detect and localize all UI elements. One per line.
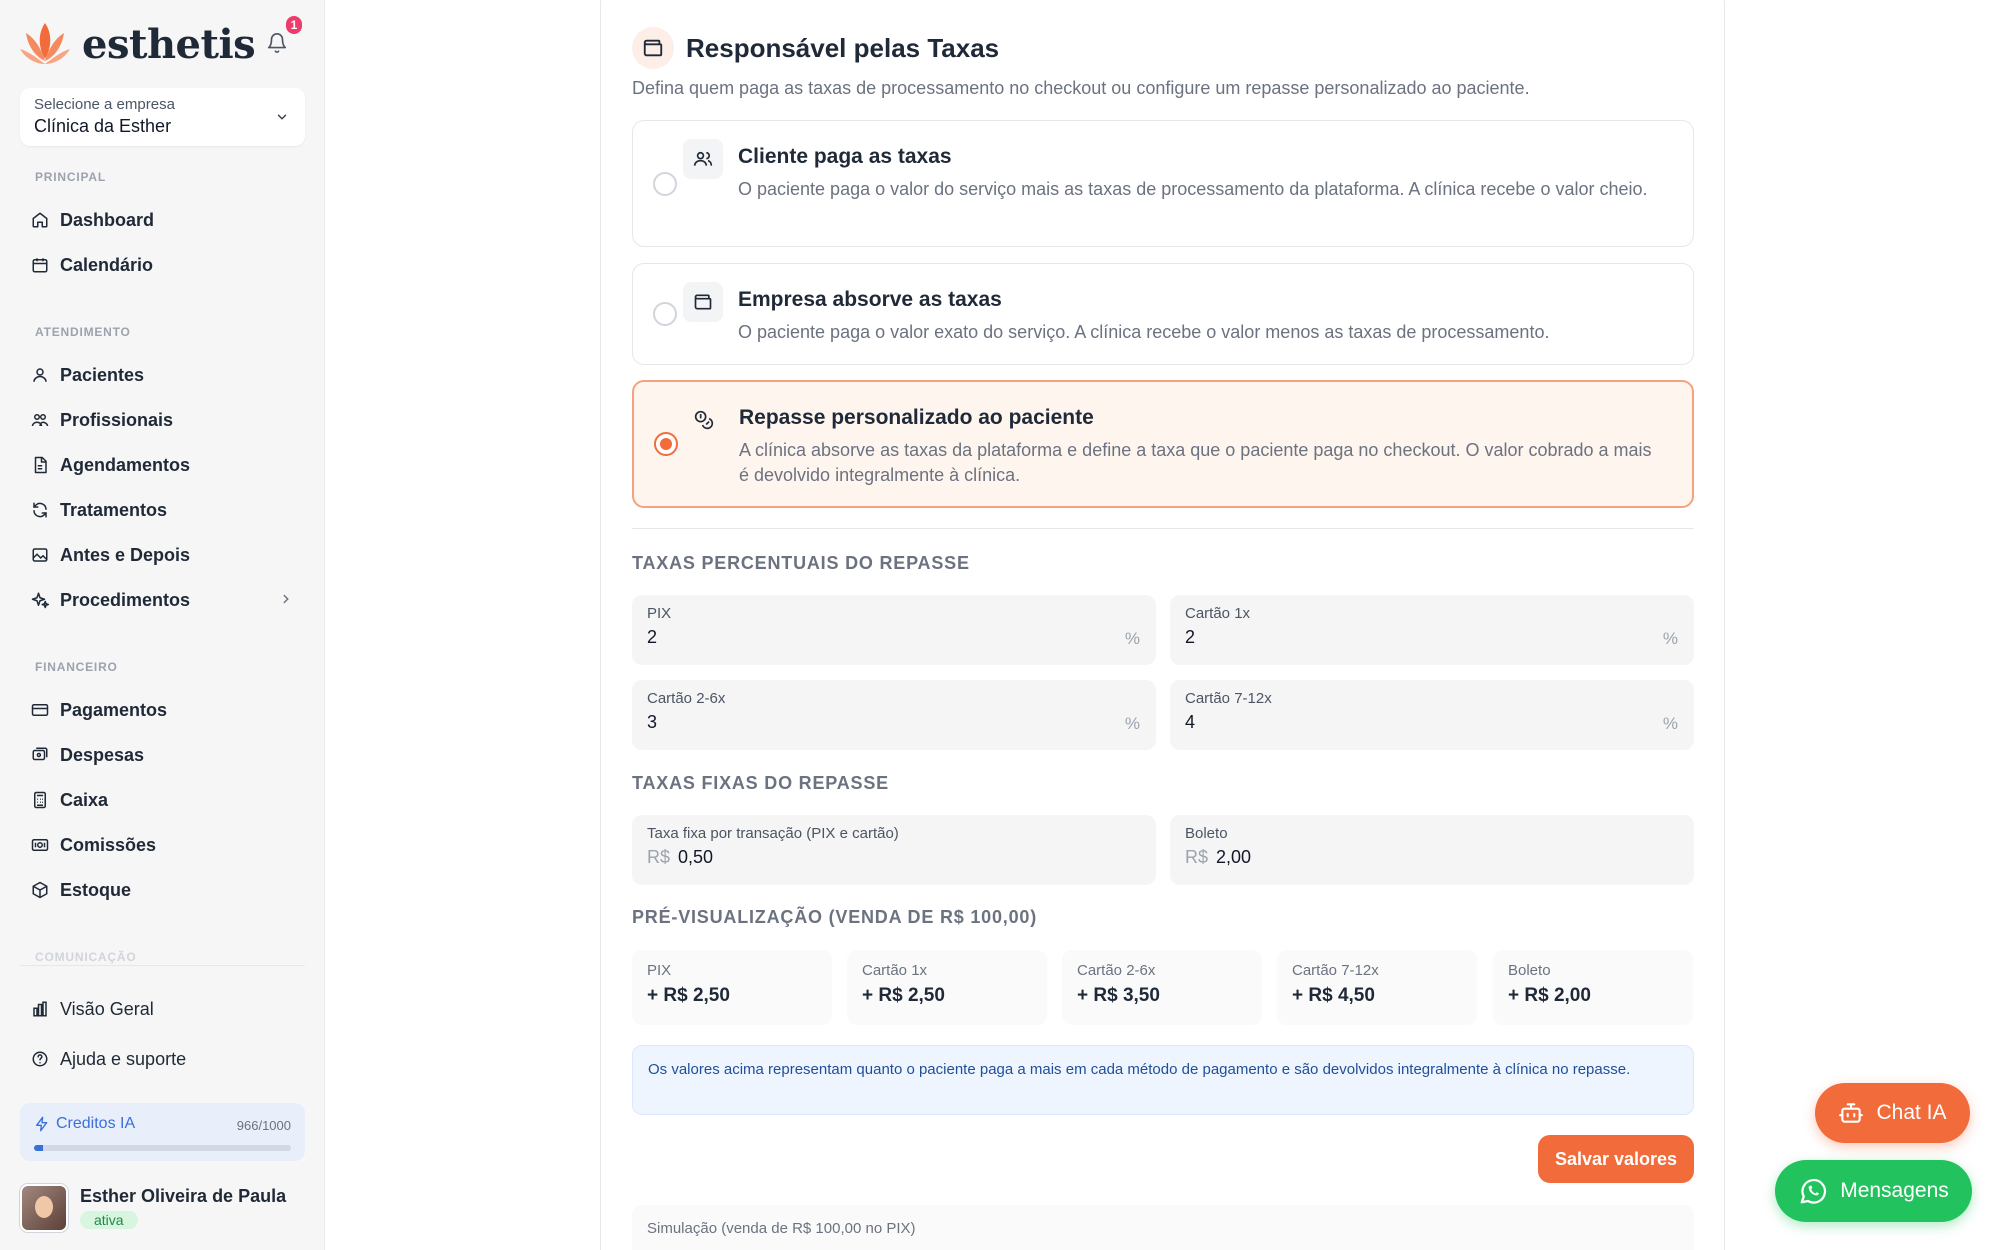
users-icon [683,139,723,179]
ai-credits-label: Creditos IA [56,1115,136,1132]
fixed-fees-title: TAXAS FIXAS DO REPASSE [632,773,889,793]
sidebar-item-label: Tratamentos [60,499,168,520]
radio-custom-passthrough[interactable] [654,432,678,456]
radio-company-absorbs[interactable] [653,302,677,326]
sidebar-item-label: Calendário [60,254,154,275]
bot-icon [1838,1100,1864,1126]
option-title: Repasse personalizado ao paciente [739,406,1094,429]
chat-ia-button[interactable] [1815,1083,1970,1143]
simulation-label: Simulação (venda de R$ 100,00 no PIX) [647,1220,916,1237]
ai-credits-count: 966/1000 [236,1118,291,1133]
sidebar-item-label: Profissionais [60,409,174,430]
preview-label: Boleto [1508,962,1551,979]
field-suffix: % [1662,714,1678,733]
section-title-financeiro: FINANCEIRO [35,660,118,674]
sidebar-item-label: Antes e Depois [60,544,191,565]
coins-icon [684,400,724,440]
user-profile[interactable] [20,1180,305,1236]
option-title: Cliente paga as taxas [738,145,952,168]
company-select-label: Selecione a empresa [34,96,175,113]
whatsapp-label: Mensagens [1840,1179,1949,1202]
chevron-down-icon [275,110,289,124]
sidebar-item-profissionais[interactable] [30,401,305,439]
preview-value: + R$ 2,50 [647,985,730,1006]
company-select[interactable] [20,88,305,146]
preview-label: Cartão 7-12x [1292,962,1379,979]
sidebar-item-label: Ajuda e suporte [60,1048,187,1069]
option-title: Empresa absorve as taxas [738,288,1002,311]
percent-fees-title: TAXAS PERCENTUAIS DO REPASSE [632,553,970,573]
credit-card-icon [30,700,50,720]
sidebar-item-calendario[interactable] [30,246,305,284]
page-description: Defina quem paga as taxas de processamento no checkout ou configure um repasse personalizado ao paciente. [632,78,1530,98]
card-1x-percent-field[interactable] [1170,595,1694,665]
preview-boleto [1493,950,1693,1025]
sparkles-icon [30,590,50,610]
notification-badge: 1 [286,16,302,34]
sidebar-item-label: Estoque [60,879,132,900]
field-value-row [1185,847,1679,868]
user-name: Esther Oliveira de Paula [80,1186,287,1206]
option-description: O paciente paga o valor exato do serviço. A clínica recebe o valor menos as taxas de processamento. [738,322,1550,342]
sidebar-item-pagamentos[interactable] [30,691,305,729]
field-prefix: R$ [647,847,671,867]
section-divider [632,528,1694,529]
sidebar-divider [20,965,305,966]
field-label: Boleto [1185,825,1228,842]
field-label: Cartão 2-6x [647,690,726,707]
sidebar-item-visao-geral[interactable] [30,990,305,1028]
field-value: 3 [647,712,658,732]
sidebar-item-despesas[interactable] [30,736,305,774]
wallet-icon [683,282,723,322]
banknote-icon [30,835,50,855]
users-icon [30,410,50,430]
radio-client-pays[interactable] [653,172,677,196]
field-value: 0,50 [678,847,714,867]
bar-chart-icon [30,999,50,1019]
package-icon [30,880,50,900]
field-value: 2 [647,627,658,647]
field-value: 2 [1185,627,1196,647]
preview-value: + R$ 2,50 [862,985,945,1006]
pix-percent-field[interactable] [632,595,1156,665]
section-title-atendimento: ATENDIMENTO [35,325,131,339]
lotus-logo-icon [18,19,72,69]
help-circle-icon [30,1049,50,1069]
sidebar-item-pacientes[interactable] [30,356,305,394]
card-7-12x-percent-field[interactable] [1170,680,1694,750]
preview-title: PRÉ-VISUALIZAÇÃO (VENDA DE R$ 100,00) [632,907,1038,927]
preview-value: + R$ 4,50 [1292,985,1375,1006]
sidebar-item-estoque[interactable] [30,871,305,909]
calendar-icon [30,255,50,275]
fixed-fee-transaction-field[interactable] [632,815,1156,885]
calculator-icon [30,790,50,810]
field-suffix: % [1124,714,1140,733]
whatsapp-messages-button[interactable] [1775,1160,1972,1222]
file-icon [30,455,50,475]
save-button[interactable]: Salvar valores [1538,1135,1694,1183]
option-description: O paciente paga o valor do serviço mais as taxas de processamento da plataforma. A clínica recebe o valor cheio. [738,179,1648,199]
home-icon [30,210,50,230]
fee-option-company-absorbs[interactable] [632,263,1694,365]
lightning-icon [34,1116,50,1132]
sidebar [0,0,325,1250]
sidebar-item-ajuda-e-suporte[interactable] [30,1040,305,1078]
chat-ia-label: Chat IA [1876,1101,1947,1124]
fee-option-client-pays[interactable] [632,120,1694,247]
field-label: Cartão 1x [1185,605,1251,622]
simulation-box [632,1205,1694,1250]
page-title: Responsável pelas Taxas [686,33,1000,63]
sidebar-item-label: Procedimentos [60,589,191,610]
preview-value: + R$ 3,50 [1077,985,1160,1006]
company-select-value: Clínica da Esther [34,116,172,136]
sidebar-item-antes-e-depois[interactable] [30,536,305,574]
preview-value: + R$ 2,00 [1508,985,1591,1006]
field-prefix: R$ [1185,847,1209,867]
sidebar-item-dashboard[interactable] [30,201,305,239]
sidebar-item-label: Agendamentos [60,454,191,475]
receipt-icon [30,745,50,765]
field-label: Taxa fixa por transação (PIX e cartão) [647,825,899,842]
sidebar-item-label: Pacientes [60,364,145,385]
preview-card-7-12x [1277,950,1477,1025]
sidebar-item-label: Comissões [60,834,157,855]
preview-card-2-6x [1062,950,1262,1025]
preview-label: Cartão 1x [862,962,928,979]
field-suffix: % [1124,629,1140,648]
sidebar-item-label: Visão Geral [60,998,154,1019]
option-description: A clínica absorve as taxas da plataforma e define a taxa que o paciente paga no checkout. O valor cobrado a mais é devolvido integralmente à clínica. [739,440,1652,485]
ai-credits-progress [34,1145,291,1151]
brand[interactable] [18,18,255,70]
sidebar-item-label: Dashboard [60,209,155,230]
preview-label: PIX [647,962,672,979]
field-label: Cartão 7-12x [1185,690,1272,707]
sidebar-item-procedimentos[interactable] [30,581,305,619]
ai-credits-card[interactable] [20,1103,305,1161]
sidebar-item-comissoes[interactable] [30,826,305,864]
sidebar-item-tratamentos[interactable] [30,491,305,529]
preview-pix [632,950,832,1025]
preview-label: Cartão 2-6x [1077,962,1156,979]
ai-credits-progress-fill [34,1145,43,1151]
sidebar-item-label: Despesas [60,744,145,765]
status-badge: ativa [80,1211,138,1229]
preview-card-1x [847,950,1047,1025]
info-note: Os valores acima representam quanto o paciente paga a mais em cada método de pagamento e são devolvidos integralmente à clínica no repasse. [632,1045,1694,1115]
refresh-icon [30,500,50,520]
sidebar-item-caixa[interactable] [30,781,305,819]
section-title-principal: PRINCIPAL [35,170,106,184]
notification-bell-icon[interactable] [262,28,292,58]
sidebar-item-label: Caixa [60,789,109,810]
field-suffix: % [1662,629,1678,648]
field-label: PIX [647,605,672,622]
field-value: 4 [1185,712,1196,732]
wallet-icon [632,27,674,69]
fee-option-custom-passthrough[interactable] [632,380,1694,508]
avatar [20,1184,68,1232]
field-value-row [647,847,1141,868]
brand-name: esthetis [82,20,256,68]
chevron-right-icon [279,592,293,606]
card-2-6x-percent-field[interactable] [632,680,1156,750]
sidebar-item-agendamentos[interactable] [30,446,305,484]
boleto-fee-field[interactable] [1170,815,1694,885]
image-icon [30,545,50,565]
section-title-comunicacao: COMUNICAÇÃO [35,950,137,964]
sidebar-item-label: Pagamentos [60,699,168,720]
field-value: 2,00 [1216,847,1252,867]
user-icon [30,365,50,385]
whatsapp-icon [1798,1176,1828,1206]
